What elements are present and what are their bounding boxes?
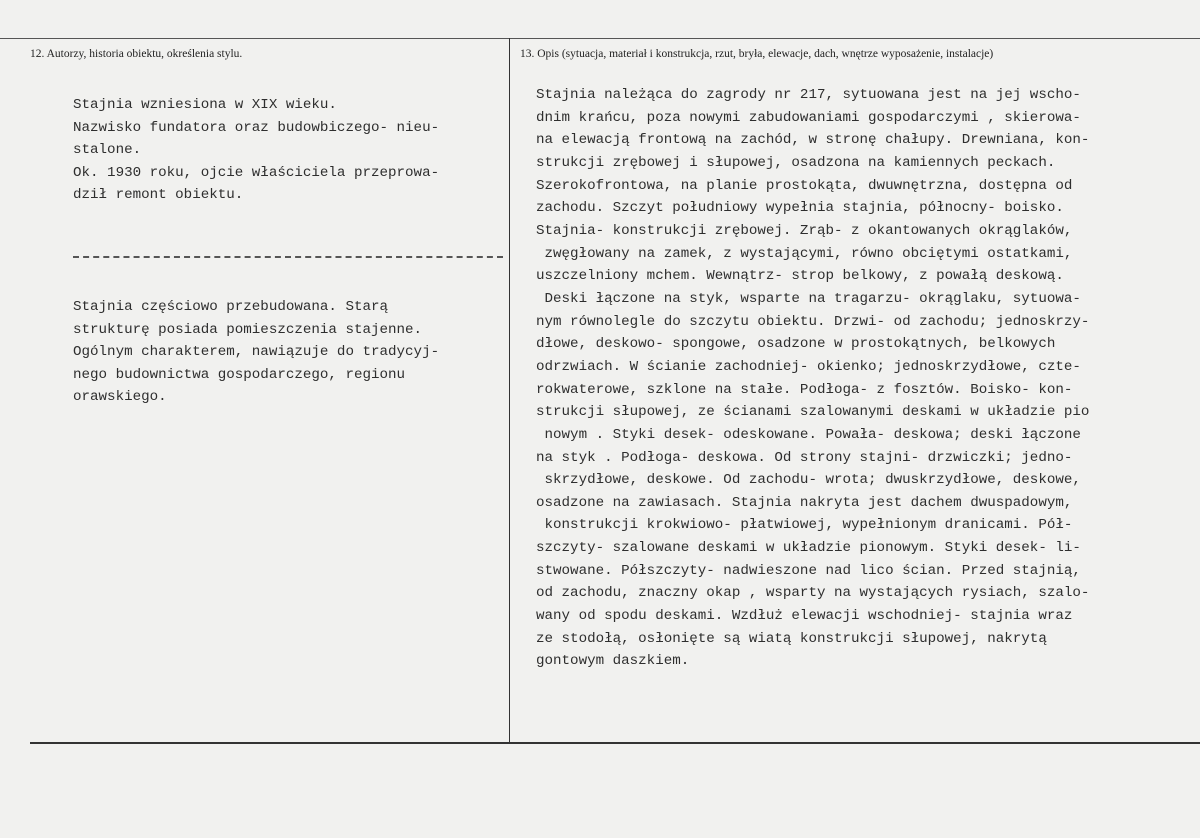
text-line: wany od spodu deskami. Wzdłuż elewacji wschodniej- stajnia wraz bbox=[536, 608, 1073, 625]
text-line: Stajnia częściowo przebudowana. Starą bbox=[73, 299, 389, 315]
section-12-header: 12. Autorzy, historia obiektu, określenia stylu. bbox=[30, 48, 243, 60]
text-line: skrzydłowe, deskowe. Od zachodu- wrota; dwuskrzydłowe, deskowe, bbox=[536, 472, 1081, 489]
text-line: na styk . Podłoga- deskowa. Od strony stajni- drzwiczki; jedno- bbox=[536, 449, 1073, 466]
text-line: Stajnia należąca do zagrody nr 217, sytuowana jest na jej wscho- bbox=[536, 87, 1081, 103]
text-line: nego budownictwa gospodarczego, regionu bbox=[73, 366, 406, 383]
text-line: dnim krańcu, poza nowymi zabudowaniami gospodarczymi , skierowa- bbox=[536, 109, 1081, 126]
text-line: strukcji zrębowej i słupowej, osadzona na kamiennych peckach. bbox=[536, 154, 1056, 171]
text-line: Deski łączone na styk, wsparte na tragarzu- okrąglaku, sytuowa- bbox=[536, 290, 1081, 307]
text-line: Ok. 1930 roku, ojcie właściciela przeprowa- bbox=[73, 164, 440, 181]
text-line: zachodu. Szczyt południowy wypełnia stajnia, północny- boisko. bbox=[536, 200, 1064, 217]
text-line: orawskiego. bbox=[73, 389, 167, 406]
dashed-separator bbox=[73, 256, 503, 258]
text-line: Stajnia wzniesiona w XIX wieku. bbox=[73, 97, 337, 113]
text-line: osadzone na zawiasach. Stajnia nakryta jest dachem dwuspadowym, bbox=[536, 494, 1073, 511]
text-line: rokwaterowe, szklone na stałe. Podłoga- z fosztów. Boisko- kon- bbox=[536, 381, 1073, 398]
text-line: zwęgłowany na zamek, z wystającymi, równo obciętymi ostatkami, bbox=[536, 245, 1073, 262]
text-line: Stajnia- konstrukcji zrębowej. Zrąb- z okantowanych okrąglaków, bbox=[536, 222, 1073, 239]
text-line: gontowym daszkiem. bbox=[536, 653, 690, 670]
column-divider bbox=[509, 38, 510, 742]
text-line: dził remont obiektu. bbox=[73, 187, 244, 204]
description-text bbox=[536, 84, 1089, 673]
text-line: nym równolegle do szczytu obiektu. Drzwi- od zachodu; jednoskrzy- bbox=[536, 313, 1090, 330]
text-line: strukturę posiada pomieszczenia stajenne. bbox=[73, 321, 423, 338]
text-line: stwowane. Półszczyty- nadwieszone nad lico ścian. Przed stajnią, bbox=[536, 562, 1081, 579]
text-line: nowym . Styki desek- odeskowane. Powała- deskowa; deski łączone bbox=[536, 426, 1081, 443]
text-line: dłowe, deskowo- spongowe, osadzone w prostokątnych, belkowych bbox=[536, 336, 1056, 353]
text-line: Nazwisko fundatora oraz budowbiczego- nieu- bbox=[73, 119, 440, 136]
history-text bbox=[73, 94, 439, 207]
style-text bbox=[73, 296, 439, 409]
text-line: ze stodołą, osłonięte są wiatą konstrukcji słupowej, nakrytą bbox=[536, 630, 1047, 647]
text-line: uszczelniony mchem. Wewnątrz- strop belkowy, z powałą deskową. bbox=[536, 268, 1064, 285]
top-rule bbox=[0, 38, 1200, 39]
bottom-rule bbox=[30, 742, 1200, 744]
text-line: na elewacją frontową na zachód, w stronę chałupy. Drewniana, kon- bbox=[536, 132, 1090, 149]
text-line: Ogólnym charakterem, nawiązuje do tradycyj- bbox=[73, 344, 440, 361]
text-line: stalone. bbox=[73, 142, 142, 159]
text-line: strukcji słupowej, ze ścianami szalowanymi deskami w układzie pio bbox=[536, 404, 1090, 421]
text-line: odrzwiach. W ścianie zachodniej- okienko; jednoskrzydłowe, czte- bbox=[536, 358, 1081, 375]
text-line: konstrukcji krokwiowo- płatwiowej, wypełnionym dranicami. Pół- bbox=[536, 517, 1073, 534]
text-line: Szerokofrontowa, na planie prostokąta, dwuwnętrzna, dostępna od bbox=[536, 177, 1073, 194]
text-line: od zachodu, znaczny okap , wsparty na wystających rysiach, szalo- bbox=[536, 585, 1090, 602]
text-line: szczyty- szalowane deskami w układzie pionowym. Styki desek- li- bbox=[536, 540, 1081, 557]
section-13-header: 13. Opis (sytuacja, materiał i konstrukcja, rzut, bryła, elewacje, dach, wnętrze wyposażenie, instalacje) bbox=[520, 48, 994, 60]
